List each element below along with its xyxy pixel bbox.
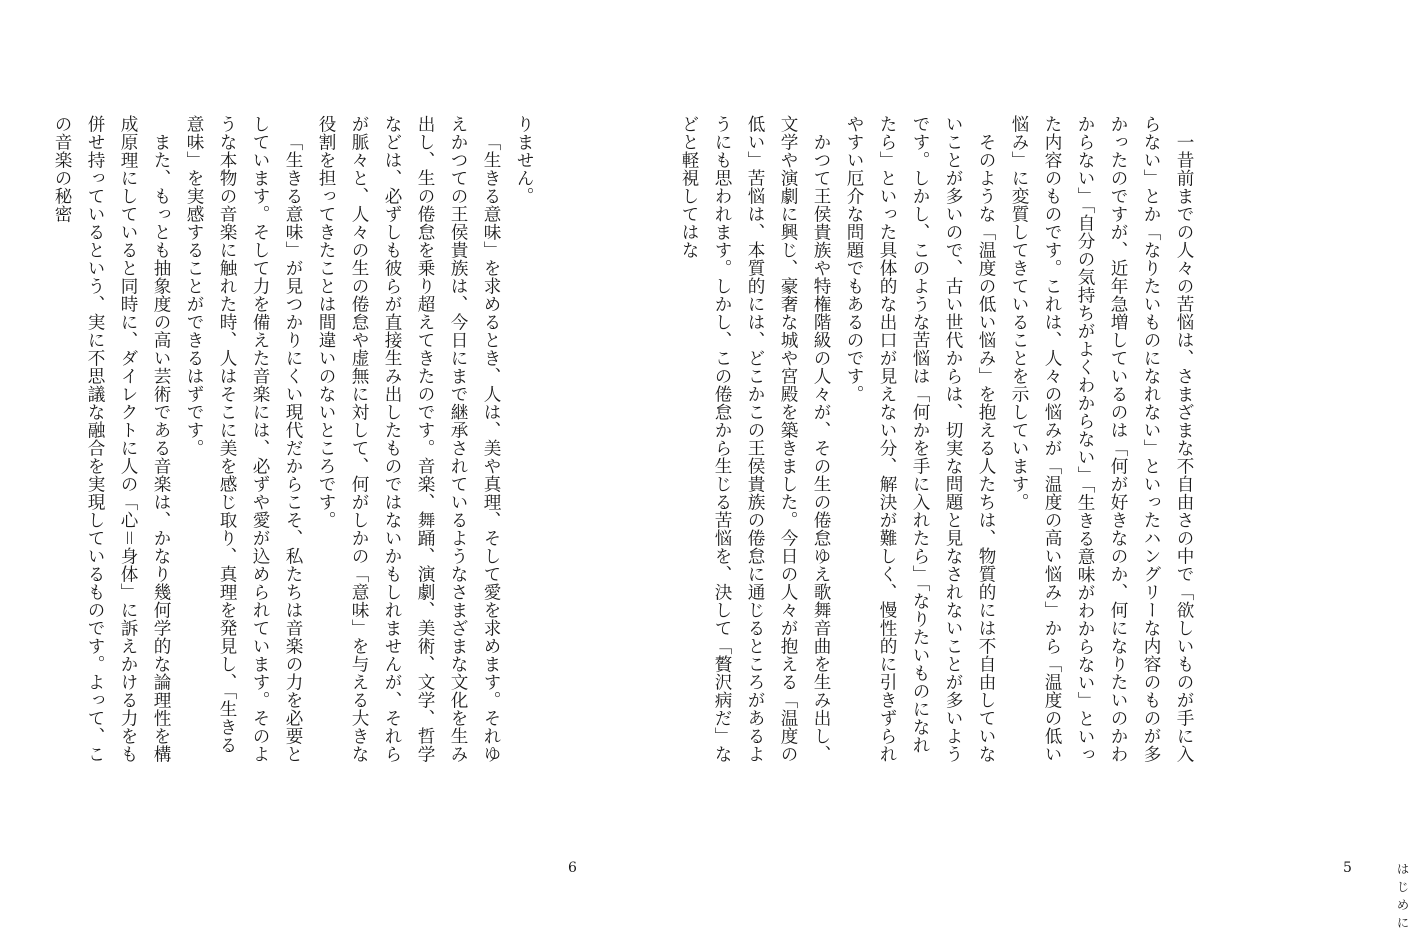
paragraph: りません。 (514, 115, 534, 205)
paragraph: 一昔前までの人々の苦悩は、さまざまな不自由さの中で「欲しいものが手に入らない」とか「なりたいものになれない」といったハングリーな内容のものが多かったのですが、近年急増しているのは「何が好きなのか、何になりたいのかわからない」「自分の気持ちがよくわからない」「生きる意味がわからない」といった内容のものです。これは、人々の悩みが「温度の高い悩み」から「温度の低い悩み」に変質してきていることを示しています。 (1009, 115, 1194, 764)
page-number-left: 6 (568, 860, 577, 876)
paragraph: 「生きる意味」が見つかりにくい現代だからこそ、私たちは音楽の力を必要としています。そして力を備えた音楽には、必ずや愛が込められています。そのような本物の音楽に触れた時、人はそこに美を感じ取り、真理を発見し、「生きる意味」を実感することができるはずです。 (184, 115, 303, 763)
page-number-right: 5 (1343, 860, 1352, 876)
right-page-body-text (679, 115, 1200, 765)
running-head: はじめに (1397, 862, 1410, 930)
paragraph: また、もっとも抽象度の高い芸術である音楽は、かなり幾何学的な論理性を構成原理にしていると同時に、ダイレクトに人の「心＝身体」に訴えかける力をも併せ持っているという、実に不思議な融合を実現しているものです。よって、この音楽の秘密 (52, 115, 171, 763)
paragraph: かつて王侯貴族や特権階級の人々が、その生の倦怠ゆえ歌舞音曲を生み出し、文学や演劇に興じ、豪奢な城や宮殿を築きました。今日の人々が抱える「温度の低い」苦悩は、本質的には、どこかこの王侯貴族の倦怠に通じるところがあるようにも思われます。しかし、この倦怠から生じる苦悩を、決して「贅沢病だ」などと軽視してはな (679, 115, 831, 763)
right-page (640, 0, 1410, 938)
left-page-body-text (52, 115, 540, 765)
paragraph: 「生きる意味」を求めるとき、人は、美や真理、そして愛を求めます。それゆえかつての王侯貴族は、今日にまで継承されているようなさまざまな文化を生み出し、生の倦怠を乗り超えてきたのです。音楽、舞踊、演劇、美術、文学、哲学などは、必ずしも彼らが直接生み出したものではないかもしれませんが、それらが脈々と、人々の生の倦怠や虚無に対して、何がしかの「意味」を与える大きな役割を担ってきたことは間違いのないところです。 (316, 115, 501, 763)
left-page (0, 0, 640, 938)
paragraph: そのような「温度の低い悩み」を抱える人たちは、物質的には不自由していないことが多いので、古い世代からは、切実な問題と見なされないことが多いようです。しかし、このような苦悩は「何かを手に入れたら」「なりたいものになれたら」といった具体的な出口が見えない分、解決が難しく、慢性的に引きずられやすい厄介な問題でもあるのです。 (844, 115, 996, 763)
